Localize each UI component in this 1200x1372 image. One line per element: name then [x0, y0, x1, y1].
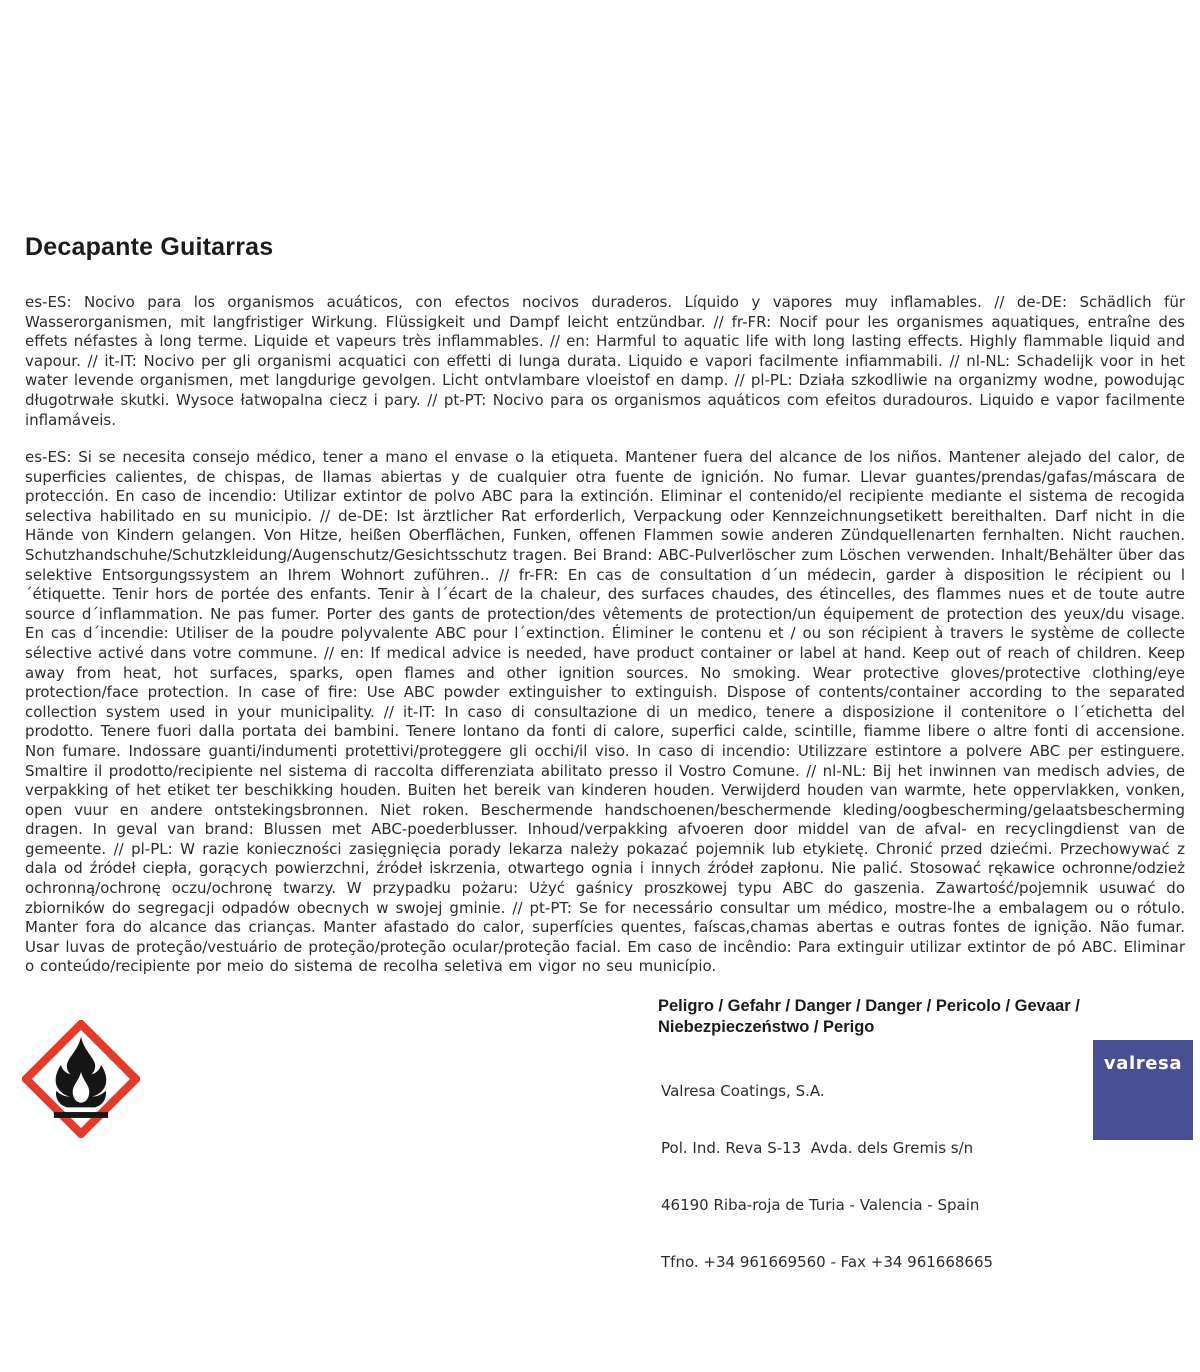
supplier-address-line1: Pol. Ind. Reva S-13 Avda. dels Gremis s/n: [661, 1139, 974, 1157]
signal-words: [658, 996, 1158, 1038]
signal-words-line2: Niebezpieczeństwo / Perigo: [658, 1018, 875, 1036]
valresa-logo-text: valresa: [1103, 1053, 1183, 1074]
flame-diamond-icon: [22, 1020, 140, 1138]
signal-words-line1: Peligro / Gefahr / Danger / Danger / Pericolo / Gevaar /: [658, 997, 1080, 1015]
supplier-phone-fax: Tfno. +34 961669560 - Fax +34 961668665: [661, 1253, 994, 1271]
supplier-address-line2: 46190 Riba-roja de Turia - Valencia - Spain: [661, 1196, 980, 1214]
hazard-statements: es-ES: Nocivo para los organismos acuáticos, con efectos nocivos duraderos. Líquido y vapores muy inflamables. // de-DE: Schädlich für Wasserorganismen, mit langfristiger Wirkung. Flüssigkeit und Dampf leicht entzündbar. // fr-FR: Nocif pour les organismes aquatiques, entraîne des effets néfastes à long terme. Liquide et vapeurs très inflammables. // en: Harmful to aquatic life with long lasting effects. Highly flammable liquid and vapour. // it-IT: Nocivo per gli organismi acquatici con effetti di lunga durata. Liquido e vapori facilmente infiammabili. // nl-NL: Schadelijk voor in het water levende organismen, met langdurige gevolgen. Licht ontvlambare vloeistof en damp. // pl-PL: Działa szkodliwie na organizmy wodne, powodując długotrwałe skutki. Wysoce łatwopalna ciecz i pary. // pt-PT: Nocivo para os organismos aquáticos com efeitos duradouros. Liquido e vapor facilmente inflamáveis.: [25, 293, 1185, 429]
supplier-info: [661, 1044, 1091, 1310]
ghs02-flammable-pictogram: [22, 1020, 140, 1138]
supplier-name: Valresa Coatings, S.A.: [661, 1082, 825, 1100]
valresa-logo: [1093, 1040, 1193, 1140]
precautionary-statements: es-ES: Si se necesita consejo médico, tener a mano el envase o la etiqueta. Mantener fuera del alcance de los niños. Mantener alejado del calor, de superficies calientes, de chispas, de llamas abiertas y de cualquier otra fuente de ignición. No fumar. Llevar guantes/prendas/gafas/máscara de protección. En caso de incendio: Utilizar extintor de polvo ABC para la extinción. Eliminar el contenido/el recipiente mediante el sistema de recogida selectiva habilitado en su municipio. // de-DE: Ist ärztlicher Rat erforderlich, Verpackung oder Kennzeichnungsetikett bereithalten. Darf nicht in die Hände von Kindern gelangen. Von Hitze, heißen Oberflächen, Funken, offenen Flammen sowie anderen Zündquellenarten fernhalten. Nicht rauchen. Schutzhandschuhe/Schutzkleidung/Augenschutz/Gesichtsschutz tragen. Bei Brand: ABC-Pulverlöscher zum Löschen verwenden. Inhalt/Behälter über das selektive Entsorgungssystem an Ihrem Wohnort zuführen.. // fr-FR: En cas de consultation d´un médecin, garder à disposition le récipient ou l´étiquette. Tenir hors de portée des enfants. Tenir à l´écart de la chaleur, des surfaces chaudes, des étincelles, des flammes nues et de toute autre source d´inflammation. Ne pas fumer. Porter des gants de protection/des vêtements de protection/un équipement de protection des yeux/du visage. En cas d´incendie: Utiliser de la poudre polyvalente ABC pour l´extinction. Éliminer le contenu et / ou son récipient à travers le système de collecte sélective activé dans votre commune. // en: If medical advice is needed, have product container or label at hand. Keep out of reach of children. Keep away from heat, hot surfaces, sparks, open flames and other ignition sources. No smoking. Wear protective gloves/protective clothing/eye protection/face protection. In case of fire: Use ABC powder extinguisher to extinguish. Dispose of contents/container according to the separated collection system used in your municipality. // it-IT: In caso di consultazione di un medico, tenere a disposizione il contenitore o l´etichetta del prodotto. Tenere fuori dalla portata dei bambini. Tenere lontano da fonti di calore, superfici calde, scintille, fiamme libere o altre fonti di accensione. Non fumare. Indossare guanti/indumenti protettivi/proteggere gli occhi/il viso. In caso di incendio: Utilizzare estintore a polvere ABC per estinguere. Smaltire il prodotto/recipiente nel sistema di raccolta differenziata abilitato presso il Vostro Comune. // nl-NL: Bij het inwinnen van medisch advies, de verpakking of het etiket ter beschikking houden. Buiten het bereik van kinderen houden. Verwijderd houden van warmte, hete oppervlakken, vonken, open vuur en andere ontstekingsbronnen. Niet roken. Beschermende handschoenen/beschermende kleding/oogbescherming/gelaatsbescherming dragen. In geval van brand: Blussen met ABC-poederblusser. Inhoud/verpakking afvoeren door middel van de afval- en recyclingdienst van de gemeente. // pl-PL: W razie konieczności zasięgnięcia porady lekarza należy pokazać pojemnik lub etykietę. Chronić przed dziećmi. Przechowywać z dala od źródeł ciepła, gorących powierzchni, źródeł iskrzenia, otwartego ognia i innych źródeł zapłonu. Nie palić. Stosować rękawice ochronne/odzież ochronną/ochronę oczu/ochronę twarzy. W przypadku pożaru: Użyć gaśnicy proszkowej typu ABC do gaszenia. Zawartość/pojemnik usuwać do zbiorników do segregacji odpadów obecnych w swojej gminie. // pt-PT: Se for necessário consultar um médico, mostre-lhe a embalagem ou o rótulo. Manter fora do alcance das crianças. Manter afastado do calor, superfícies quentes, faíscas,chamas abertas e outras fontes de ignição. Não fumar. Usar luvas de proteção/vestuário de proteção/proteção ocular/proteção facial. Em caso de incêndio: Para extinguir utilizar extintor de pó ABC. Eliminar o conteúdo/recipiente por meio do sistema de recolha seletiva em vigor no seu município.: [25, 448, 1185, 976]
product-title: Decapante Guitarras: [25, 233, 274, 261]
